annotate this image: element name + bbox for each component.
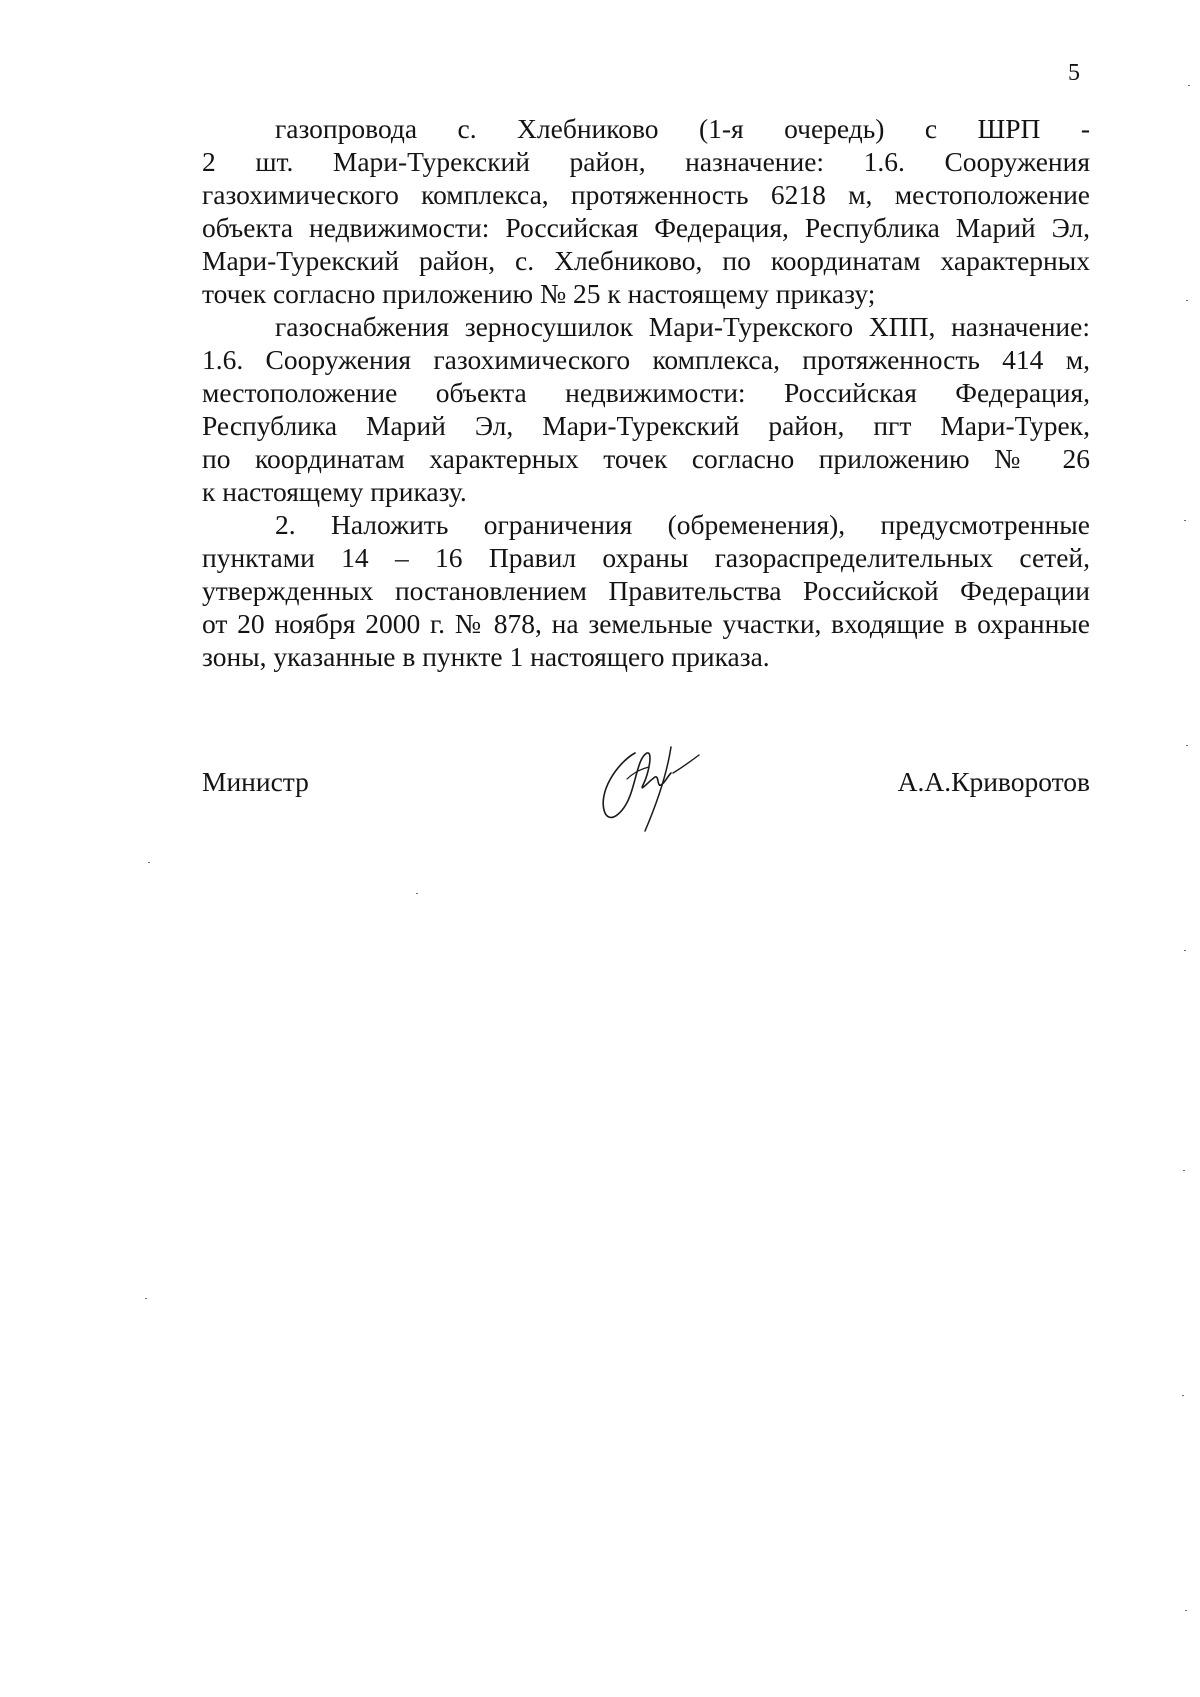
text-line: Мари-Турекский район, с. Хлебниково, по координатам характерных (202, 245, 1090, 276)
text-line: 2. Наложить ограничения (обременения), предусмотренные (275, 509, 1090, 540)
text-line: 1.6. Сооружения газохимического комплекса, протяженность 414 м, (202, 344, 1090, 375)
text-line: газоснабжения зерносушилок Мари-Турекского ХПП, назначение: (275, 311, 1090, 342)
text-line: 2 шт. Мари-Турекский район, назначение: 1.6. Сооружения (202, 146, 1090, 177)
scan-speck (1188, 85, 1190, 86)
text-line: газопровода с. Хлебниково (1-я очередь) с ШРП - (275, 113, 1090, 144)
handwritten-signature (587, 733, 707, 833)
paragraph (202, 112, 1090, 310)
scan-speck (1183, 1170, 1185, 1171)
text-line: объекта недвижимости: Российская Федерация, Республика Марий Эл, (202, 212, 1090, 243)
signatory-title: Министр (202, 766, 309, 797)
document-body (202, 112, 1090, 673)
text-line: местоположение объекта недвижимости: Российская Федерация, (202, 377, 1090, 408)
text-line: утвержденных постановлением Правительства Российской Федерации (202, 575, 1090, 606)
scan-speck (1184, 520, 1186, 521)
text-line: точек согласно приложению № 25 к настоящему приказу; (202, 278, 876, 309)
text-line: по координатам характерных точек согласно приложению № 26 (202, 443, 1090, 474)
scan-speck (1186, 300, 1188, 301)
text-line: пунктами 14 – 16 Правил охраны газораспределительных сетей, (202, 542, 1090, 573)
text-line: Республика Марий Эл, Мари-Турекский район, пгт Мари-Турек, (202, 410, 1090, 441)
signatory-name: А.А.Криворотов (897, 766, 1090, 797)
paragraph (202, 310, 1090, 508)
scan-speck (1185, 1610, 1187, 1611)
text-line: к настоящему приказу. (202, 476, 467, 507)
text-line: газохимического комплекса, протяженность 6218 м, местоположение (202, 179, 1090, 210)
scan-speck (1186, 745, 1188, 746)
paragraph (202, 508, 1090, 673)
signature-block (202, 755, 1090, 815)
text-line: зоны, указанные в пункте 1 настоящего приказа. (202, 641, 770, 672)
scan-speck (145, 1298, 147, 1299)
page-number: 5 (1068, 60, 1080, 86)
scan-speck (416, 893, 418, 894)
text-line: от 20 ноября 2000 г. № 878, на земельные участки, входящие в охранные (202, 608, 1090, 639)
scan-speck (1184, 950, 1186, 951)
scan-speck (148, 862, 150, 863)
scan-speck (1182, 1395, 1184, 1396)
